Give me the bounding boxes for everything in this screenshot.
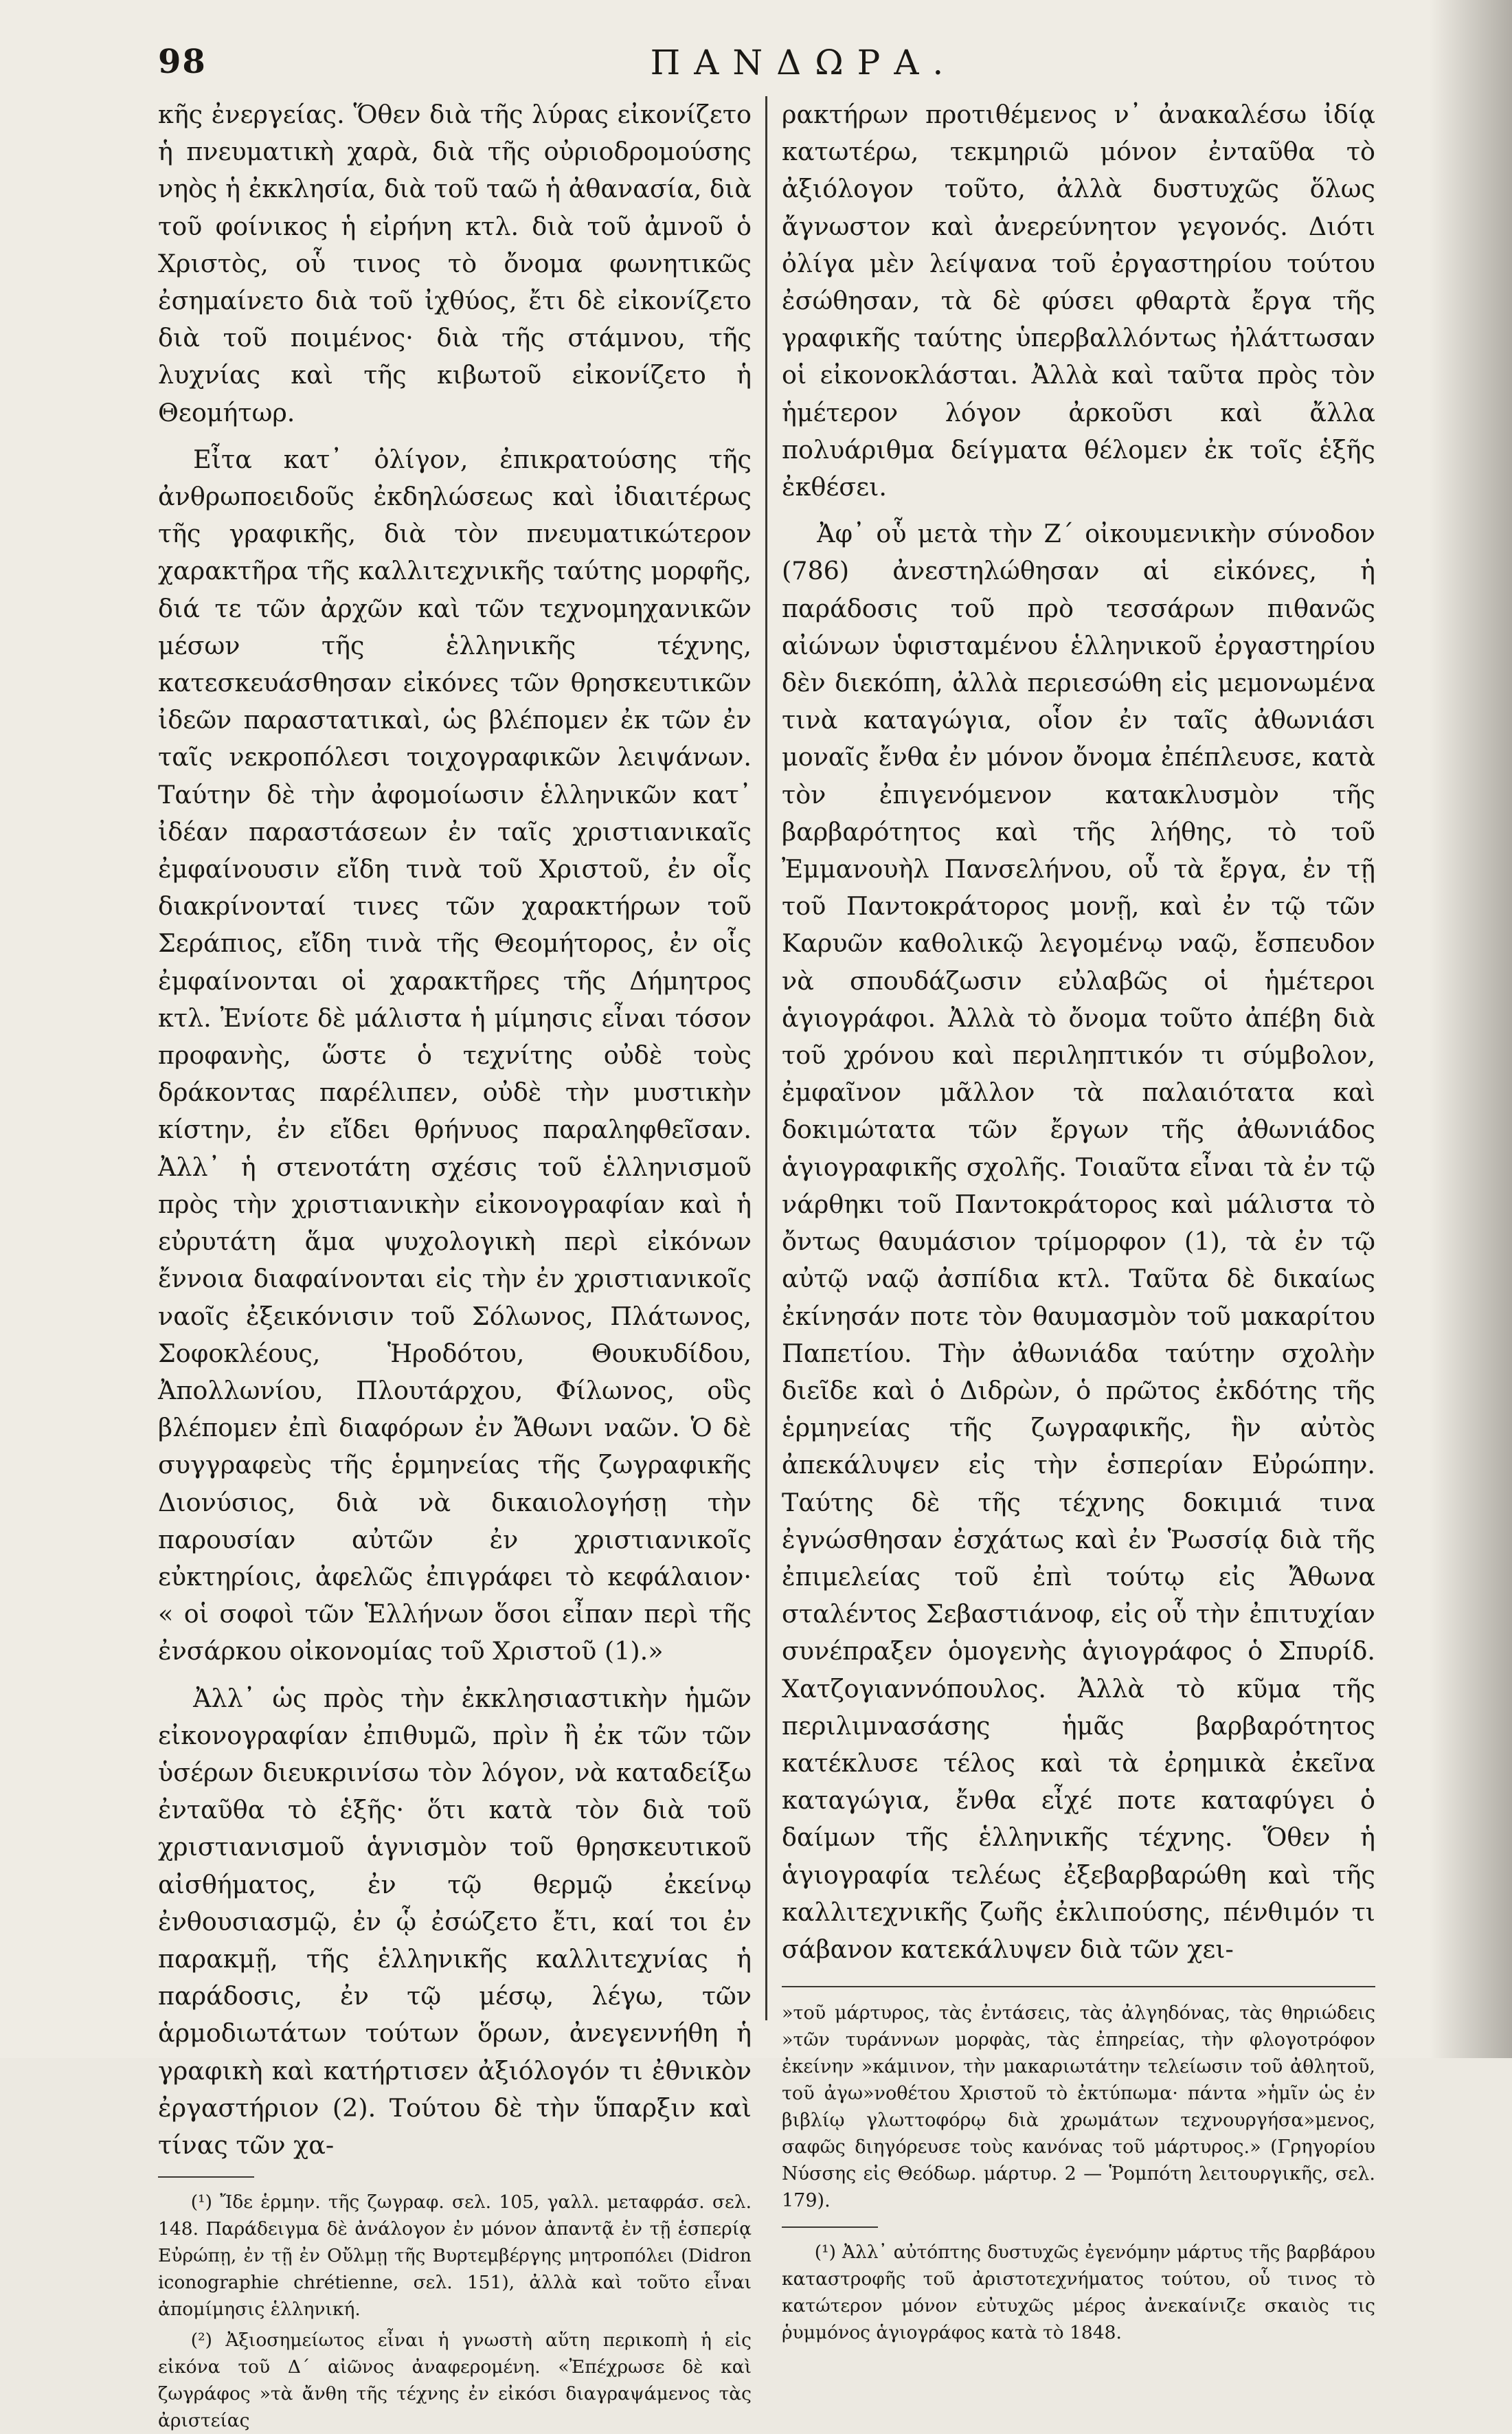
left-footnotes <box>158 2189 752 2434</box>
right-footnotes <box>782 2239 1375 2346</box>
left-paragraph-3: Ἀλλ᾽ ὡς πρὸς τὴν ἐκκλησιαστικὴν ἡμῶν εἰκονογραφίαν ἐπιθυμῶ, πρὶν ἢ ἐκ τῶν τῶν ὑσέρων διευκρινίσω τὸν λόγον, νὰ καταδείξω ἐνταῦθα τὸ ἑξῆς· ὅτι κατὰ τὸν διὰ τοῦ χριστιανισμοῦ ἁγνισμὸν τοῦ θρησκευτικοῦ αἰσθήματος, ἐν τῷ θερμῷ ἐκείνῳ ἐνθουσιασμῷ, ἐν ᾧ ἐσώζετο ἔτι, καί τοι ἐν παρακμῇ, τῆς ἑλληνικῆς καλλιτεχνίας ἡ παράδοσις, ἐν τῷ μέσῳ, λέγω, τῶν ἁρμοδιωτάτων τούτων ὅρων, ἀνεγεννήθη ἡ γραφικὴ καὶ κατήρτισεν ἀξιόλογόν τι ἐθνικὸν ἐργαστήριον (2). Τούτου δὲ τὴν ὕπαρξιν καὶ τίνας τῶν χα- <box>158 1683 752 2160</box>
left-paragraph-2: Εἶτα κατ᾽ ὀλίγον, ἐπικρατούσης τῆς ἀνθρωποειδοῦς ἐκδηλώσεως καὶ ἰδιαιτέρως τῆς γραφικῆς, διὰ τὸν πνευματικώτερον χαρακτῆρα τῆς καλλιτεχνικῆς ταύτης μορφῆς, διά τε τῶν ἀρχῶν καὶ τῶν τεχνομηχανικῶν μέσων τῆς ἑλληνικῆς τέχνης, κατεσκευάσθησαν εἰκόνες τῶν θρησκευτικῶν ἰδεῶν παραστατικαὶ, ὡς βλέπομεν ἐκ τῶν ἐν ταῖς νεκροπόλεσι τοιχογραφικῶν λειψάνων. Ταύτην δὲ τὴν ἀφομοίωσιν ἑλληνικῶν κατ᾽ ἰδέαν παραστάσεων ἐν ταῖς χριστιανικαῖς ἐμφαίνουσιν εἴδη τινὰ τοῦ Χριστοῦ, ἐν οἷς διακρίνονταί τινες τῶν χαρακτήρων τοῦ Σεράπιος, εἴδη τινὰ τῆς Θεομήτορος, ἐν οἷς ἐμφαίνονται οἱ χαρακτῆρες τῆς Δήμητρος κτλ. Ἐνίοτε δὲ μάλιστα ἡ μίμησις εἶναι τόσον προφανὴς, ὥστε ὁ τεχνίτης οὐδὲ τοὺς δράκοντας παρέλιπεν, οὐδὲ τὴν μυστικὴν κίστην, ἐν εἴδει θρήνυος παραληφθεῖσαν. Ἀλλ᾽ ἡ στενοτάτη σχέσις τοῦ ἑλληνισμοῦ πρὸς τὴν χριστιανικὴν εἰκονογραφίαν καὶ ἡ εὐρυτάτη ἅμα ψυχολογικὴ περὶ εἰκόνων ἔννοια διαφαίνονται εἰς τὴν ἐν χριστιανικοῖς ναοῖς ἐξεικόνισιν τοῦ Σόλωνος, Πλάτωνος, Σοφοκλέους, Ἡροδότου, Θουκυδίδου, Ἀπολλωνίου, Πλουτάρχου, Φίλωνος, οὓς βλέπομεν ἐπὶ διαφόρων ἐν Ἄθωνι ναῶν. Ὁ δὲ συγγραφεὺς τῆς ἑρμηνείας τῆς ζωγραφικῆς Διονύσιος, διὰ νὰ δικαιολογήσῃ τὴν παρουσίαν αὐτῶν ἐν χριστιανικοῖς εὐκτηρίοις, ἀφελῶς ἐπιγράφει τὸ κεφάλαιον· « οἱ σοφοὶ τῶν Ἑλλήνων ὅσοι εἶπαν περὶ τῆς ἐνσάρκου οἰκονομίας τοῦ Χριστοῦ (1).» <box>158 444 752 1666</box>
left-column <box>158 96 752 2432</box>
footnote-rule <box>782 1986 1375 1987</box>
column-divider <box>765 96 767 2020</box>
footnote-quote-continuation: »τοῦ μάρτυρος, τὰς ἐντάσεις, τὰς ἀλγηδόνας, τὰς θηριώδεις »τῶν τυράννων μορφὰς, τὰς ἐπηρείας, τὴν φλογοτρόφον ἐκείνην »κάμινον, τὴν μακαριωτάτην τελείωσιν τοῦ ἀθλητοῦ, τοῦ ἀγω»νοθέτου Χριστοῦ τὸ ἐκτύπωμα· πάντα »ἡμῖν ὡς ἐν βιβλίῳ γλωττοφόρῳ διὰ χρωμάτων τεχνουργήσα»μενος, σαφῶς διηγόρευσε τοὺς κανόνας τοῦ μάρτυρος.» (Γρηγορίου Νύσσης εἰς Θεόδωρ. μάρτυρ. 2 — Ῥομπότη λειτουργικῆς, σελ. 179). <box>782 2002 1375 2212</box>
right-paragraph-2: Ἀφ᾽ οὗ μετὰ τὴν Ζ´ οἰκουμενικὴν σύνοδον (786) ἀνεστηλώθησαν αἱ εἰκόνες, ἡ παράδοσις τοῦ πρὸ τεσσάρων πιθανῶς αἰώνων ὑφισταμένου ἑλληνικοῦ ἐργαστηρίου δὲν διεκόπη, ἀλλὰ περιεσώθη εἰς μεμονωμένα τινὰ καταγώγια, οἷον ἐν ταῖς ἀθωνιάσι μοναῖς ἔνθα ἐν μόνον ὄνομα ἐπέπλευσε, κατὰ τὸν ἐπιγενόμενον κατακλυσμὸν τῆς βαρβαρότητος καὶ τῆς λήθης, τὸ τοῦ Ἐμμανουὴλ Πανσελήνου, οὗ τὰ ἔργα, ἐν τῇ τοῦ Παντοκράτορος μονῇ, καὶ ἐν τῷ τῶν Καρυῶν καθολικῷ λεγομένῳ ναῷ, ἔσπευδον νὰ σπουδάζωσιν εὐλαβῶς οἱ ἡμέτεροι ἁγιογράφοι. Ἀλλὰ τὸ ὄνομα τοῦτο ἀπέβη διὰ τοῦ χρόνου καὶ περιληπτικόν τι σύμβολον, ἐμφαῖνον μᾶλλον τὰ παλαιότατα καὶ δοκιμώτατα τῶν ἔργων τῆς ἀθωνιάδος ἁγιογραφικῆς σχολῆς. Τοιαῦτα εἶναι τὰ ἐν τῷ νάρθηκι τοῦ Παντοκράτορος καὶ μάλιστα τὸ ὄντως θαυμάσιον τρίμορφον (1), τὰ ἐν τῷ αὐτῷ ναῷ ἀσπίδια κτλ. Ταῦτα δὲ δικαίως ἐκίνησάν ποτε τὸν θαυμασμὸν τοῦ μακαρίτου Παπετίου. Τὴν ἀθωνιάδα ταύτην σχολὴν διεῖδε καὶ ὁ Διδρὼν, ὁ πρῶτος ἐκδότης τῆς ἑρμηνείας τῆς ζωγραφικῆς, ἣν αὐτὸς ἀπεκάλυψεν εἰς τὴν ἑσπερίαν Εὐρώπην. Ταύτης δὲ τῆς τέχνης δοκιμιά τινα ἐγνώσθησαν ἐσχάτως καὶ ἐν Ῥωσσίᾳ διὰ τῆς ἐπιμελείας τοῦ ἐπὶ τούτῳ εἰς Ἄθωνα σταλέντος Σεβαστιάνοφ, εἰς οὗ τὴν ἐπιτυχίαν συνέπραξεν ὁμογενὴς ἁγιογράφος ὁ Σπυρίδ. Χατζογιαννόπουλος. Ἀλλὰ τὸ κῦμα τῆς περιλιμνασάσης ἡμᾶς βαρβαρότητος κατέκλυσε τέλος καὶ τὰ ἐρημικὰ ἐκεῖνα καταγώγια, ἔνθα εἶχέ ποτε καταφύγει ὁ δαίμων τῆς ἑλληνικῆς τέχνης. Ὅθεν ἡ ἁγιογραφία τελέως ἐξεβαρβαρώθη καὶ τῆς καλλιτεχνικῆς ζωῆς ἐκλιπούσης, πένθιμόν τι σάβανον κατεκάλυψεν διὰ τῶν χει- <box>782 519 1375 1964</box>
right-paragraph-1: ρακτήρων προτιθέμενος ν᾽ ἀνακαλέσω ἰδίᾳ κατωτέρω, τεκμηριῶ μόνον ἐνταῦθα τὸ ἀξιόλογον τοῦτο, ἀλλὰ δυστυχῶς ὅλως ἄγνωστον καὶ ἀνερεύνητον γεγονός. Διότι ὀλίγα μὲν λείψανα τοῦ ἐργαστηρίου τούτου ἐσώθησαν, τὰ δὲ φύσει φθαρτὰ ἔργα τῆς γραφικῆς ταύτης ὑπερβαλλόντως ἠλάττωσαν οἱ εἰκονοκλάσται. Ἀλλὰ καὶ ταῦτα πρὸς τὸν ἡμέτερον λόγον ἀρκοῦσι καὶ ἄλλα πολυάριθμα δείγματα θέλομεν ἐκ τοῖς ἑξῆς ἐκθέσει. <box>782 100 1375 502</box>
footnote-2: (²) Ἀξιοσημείωτος εἶναι ἡ γνωστὴ αὕτη περικοπὴ ἡ εἰς εἰκόνα τοῦ Δ´ αἰῶνος ἀναφερομένη. «Ἐπέχρωσε δὲ καὶ ζωγράφος »τὰ ἄνθη τῆς τέχνης ἐν εἰκόσι διαγραψάμενος τὰς ἀριστείας <box>158 2330 752 2432</box>
footnote-1: (¹) Ἴδε ἑρμην. τῆς ζωγραφ. σελ. 105, γαλλ. μεταφράσ. σελ. 148. Παράδειγμα δὲ ἀνάλογον ἐν μόνον ἀπαντᾷ ἐν τῇ ἑσπερίᾳ Εὐρώπῃ, ἐν τῇ ἐν Οὔλμῃ τῆς Βυρτεμβέργης μητροπόλει (Didron iconographie chrétienne, σελ. 151), ἀλλὰ καὶ τοῦτο εἶναι ἀπομίμησις ἑλληνική. <box>158 2191 752 2321</box>
left-paragraph-1: κῆς ἐνεργείας. Ὅθεν διὰ τῆς λύρας εἰκονίζετο ἡ πνευματικὴ χαρὰ, διὰ τῆς οὐριοδρομούσης νηὸς ἡ ἐκκλησία, διὰ τοῦ ταῶ ἡ ἀθανασία, διὰ τοῦ φοίνικος ἡ εἰρήνη κτλ. διὰ τοῦ ἀμνοῦ ὁ Χριστὸς, οὗ τινος τὸ ὄνομα φωνητικῶς ἐσημαίνετο διὰ τοῦ ἰχθύος, ἔτι δὲ εἰκονίζετο διὰ τοῦ ποιμένος· διὰ τῆς στάμνου, τῆς λυχνίας καὶ τῆς κιβωτοῦ εἰκονίζετο ἡ Θεομήτωρ. <box>158 100 752 427</box>
page-number: 98 <box>158 43 207 81</box>
footnote-3: (¹) Ἀλλ᾽ αὐτόπτης δυστυχῶς ἐγενόμην μάρτυς τῆς βαρβάρου καταστροφῆς τοῦ ἀριστοτεχνήματος τούτου, οὗ τινος τὸ κατώτερον μόνον εὐτυχῶς μέρος ἀνεκαίνιζε σκαιὸς τις ῥυμμόνος ἁγιογράφος κατὰ τὸ 1848. <box>782 2242 1375 2344</box>
footnote-rule <box>158 2176 254 2178</box>
right-column <box>782 96 1375 2344</box>
page-edge-shadow <box>1430 0 1512 2058</box>
footnote-rule <box>782 2226 878 2228</box>
running-title: ΠΑΝΔΩΡΑ. <box>650 43 958 82</box>
page-header <box>158 43 1449 91</box>
